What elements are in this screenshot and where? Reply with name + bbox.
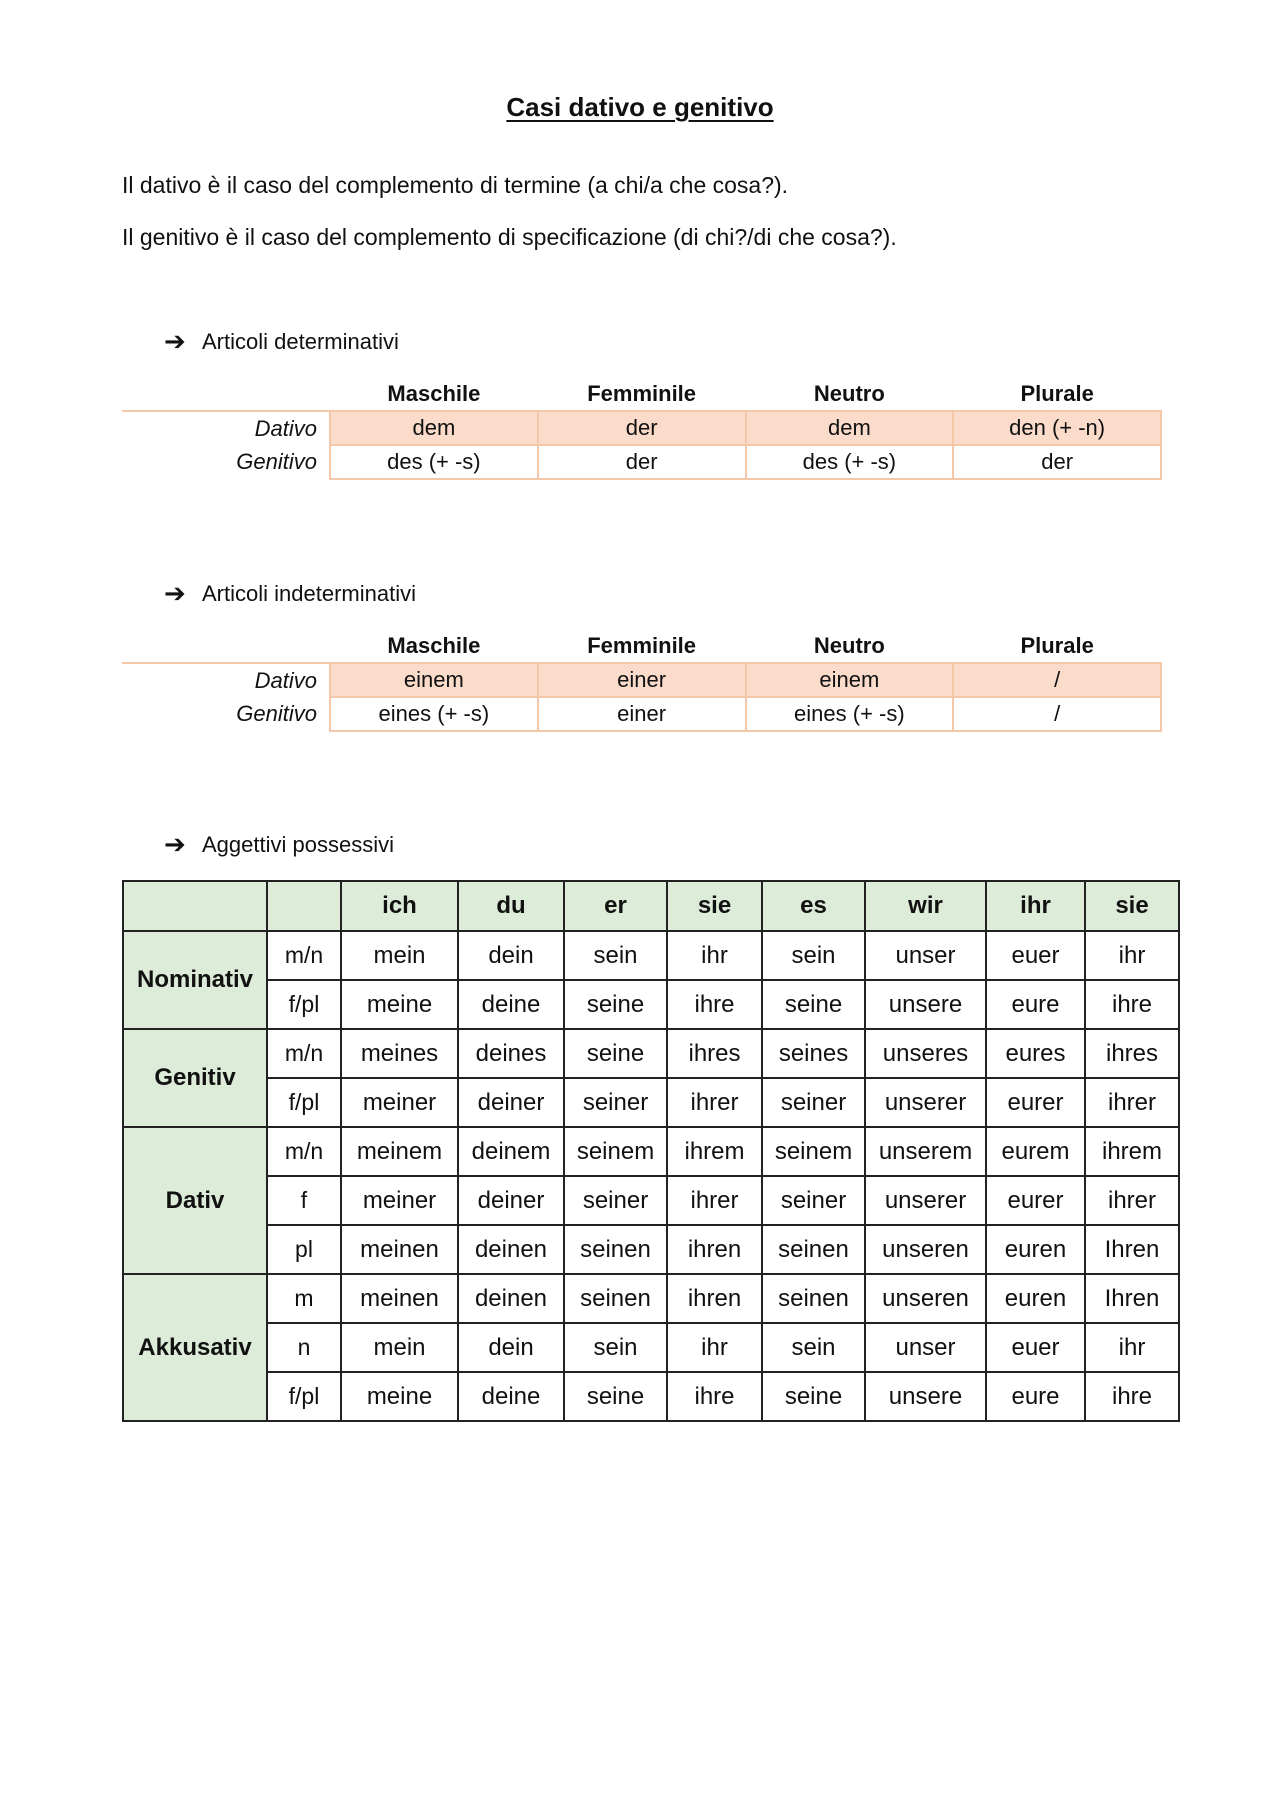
table-row <box>123 1127 1179 1176</box>
table-cell: dein <box>458 931 564 980</box>
table-header-row <box>123 881 1179 931</box>
table-cell: Ihren <box>1085 1274 1179 1323</box>
gender-label: f <box>267 1176 341 1225</box>
table-row <box>123 1029 1179 1078</box>
table-cell: einer <box>538 697 746 731</box>
table-cell: ihrer <box>1085 1176 1179 1225</box>
arrow-right-icon: ➔ <box>164 578 186 608</box>
table-cell: ihrer <box>667 1078 762 1127</box>
page-title: Casi dativo e genitivo <box>506 92 774 122</box>
table-cell: deines <box>458 1029 564 1078</box>
table-cell: ihren <box>667 1274 762 1323</box>
table-cell: meine <box>341 1372 458 1421</box>
column-header: Neutro <box>813 633 885 658</box>
table-cell: unseres <box>865 1029 986 1078</box>
column-header: Neutro <box>813 381 885 406</box>
table-cell: ihrer <box>1085 1078 1179 1127</box>
table-cell: deinem <box>458 1127 564 1176</box>
table-cell: einem <box>746 663 954 697</box>
table-cell: unserem <box>865 1127 986 1176</box>
gender-label: m <box>267 1274 341 1323</box>
gender-label: f/pl <box>267 1372 341 1421</box>
table-cell: eurer <box>986 1176 1085 1225</box>
table-cell: seinen <box>564 1274 667 1323</box>
row-label: Genitivo <box>236 449 317 474</box>
table-cell: des (+ -s) <box>746 445 954 479</box>
table-cell: seiner <box>564 1176 667 1225</box>
table-cell: / <box>953 697 1161 731</box>
section-heading-possessivi <box>164 829 394 860</box>
table-cell: seiner <box>564 1078 667 1127</box>
gender-label: f/pl <box>267 980 341 1029</box>
table-articoli-determinativi <box>122 378 1162 480</box>
table-cell: unsere <box>865 1372 986 1421</box>
header-corner <box>267 881 341 931</box>
table-cell: seines <box>762 1029 865 1078</box>
table-cell: ihre <box>667 980 762 1029</box>
section-label: Aggettivi possessivi <box>202 831 394 857</box>
table-cell: seinen <box>762 1274 865 1323</box>
table-cell: der <box>538 445 746 479</box>
table-cell: deine <box>458 980 564 1029</box>
table-cell: seinem <box>762 1127 865 1176</box>
table-row <box>122 411 1161 445</box>
table-row <box>123 1274 1179 1323</box>
table-cell: ihre <box>1085 980 1179 1029</box>
section-label: Articoli determinativi <box>202 328 399 354</box>
table-cell: den (+ -n) <box>953 411 1161 445</box>
table-cell: ihres <box>667 1029 762 1078</box>
table-cell: sein <box>762 931 865 980</box>
table-cell: ihre <box>667 1372 762 1421</box>
table-cell: deine <box>458 1372 564 1421</box>
column-header: Plurale <box>1020 381 1094 406</box>
table-cell: des (+ -s) <box>330 445 538 479</box>
table-cell: der <box>538 411 746 445</box>
table-row <box>122 445 1161 479</box>
table-cell: ihr <box>667 931 762 980</box>
header-corner <box>122 378 330 411</box>
table-cell: seinem <box>564 1127 667 1176</box>
table-cell: euren <box>986 1274 1085 1323</box>
column-header: Plurale <box>1020 633 1094 658</box>
table-cell: eines (+ -s) <box>746 697 954 731</box>
row-label: Dativo <box>122 663 330 697</box>
table-cell: euer <box>986 931 1085 980</box>
table-row <box>123 1225 1179 1274</box>
table-row <box>123 980 1179 1029</box>
table-cell: mein <box>341 1323 458 1372</box>
table-cell: unseren <box>865 1274 986 1323</box>
pronoun-header: sie <box>667 881 762 931</box>
table-cell: eure <box>986 980 1085 1029</box>
header-corner <box>122 630 330 663</box>
table-cell: unsere <box>865 980 986 1029</box>
table-cell: ihrem <box>667 1127 762 1176</box>
pronoun-header: ihr <box>986 881 1085 931</box>
table-cell: mein <box>341 931 458 980</box>
arrow-right-icon: ➔ <box>164 326 186 356</box>
table-row <box>123 1372 1179 1421</box>
table-cell: deinen <box>458 1225 564 1274</box>
gender-label: m/n <box>267 931 341 980</box>
table-cell: meiner <box>341 1176 458 1225</box>
table-cell: deiner <box>458 1176 564 1225</box>
table-cell: der <box>953 445 1161 479</box>
gender-label: pl <box>267 1225 341 1274</box>
pronoun-header: ich <box>341 881 458 931</box>
table-cell: sein <box>564 931 667 980</box>
table-cell: unseren <box>865 1225 986 1274</box>
header-corner <box>123 881 267 931</box>
table-cell: seine <box>564 1372 667 1421</box>
case-label: Dativ <box>123 1127 267 1274</box>
table-cell: meines <box>341 1029 458 1078</box>
table-cell: seine <box>762 980 865 1029</box>
case-label: Nominativ <box>123 931 267 1029</box>
gender-label: m/n <box>267 1029 341 1078</box>
arrow-right-icon: ➔ <box>164 829 186 859</box>
table-cell: ihr <box>1085 931 1179 980</box>
table-cell: eurem <box>986 1127 1085 1176</box>
pronoun-header: du <box>458 881 564 931</box>
table-cell: meiner <box>341 1078 458 1127</box>
table-cell: ihr <box>667 1323 762 1372</box>
table-aggettivi-possessivi <box>122 880 1180 1422</box>
table-cell: seiner <box>762 1078 865 1127</box>
table-cell: seinen <box>762 1225 865 1274</box>
section-heading-indeterminativi <box>164 578 416 609</box>
gender-label: f/pl <box>267 1078 341 1127</box>
table-cell: / <box>953 663 1161 697</box>
row-label: Dativo <box>122 411 330 445</box>
table-cell: ihren <box>667 1225 762 1274</box>
column-header: Maschile <box>387 381 481 406</box>
table-cell: meinen <box>341 1225 458 1274</box>
paragraph-dativo: Il dativo è il caso del complemento di termine (a chi/a che cosa?). <box>122 172 789 198</box>
table-row <box>123 1176 1179 1225</box>
table-cell: ihrem <box>1085 1127 1179 1176</box>
table-cell: euer <box>986 1323 1085 1372</box>
pronoun-header: er <box>564 881 667 931</box>
table-cell: unser <box>865 1323 986 1372</box>
column-header: Femminile <box>587 381 697 406</box>
row-label: Genitivo <box>236 701 317 726</box>
section-label: Articoli indeterminativi <box>202 580 416 606</box>
table-cell: dem <box>746 411 954 445</box>
table-cell: seinen <box>564 1225 667 1274</box>
section-heading-determinativi <box>164 326 399 357</box>
table-cell: dem <box>330 411 538 445</box>
table-cell: einem <box>330 663 538 697</box>
table-cell: seine <box>762 1372 865 1421</box>
table-cell: unserer <box>865 1078 986 1127</box>
table-cell: ihrer <box>667 1176 762 1225</box>
table-cell: eurer <box>986 1078 1085 1127</box>
pronoun-header: es <box>762 881 865 931</box>
table-cell: unserer <box>865 1176 986 1225</box>
table-cell: einer <box>538 663 746 697</box>
table-cell: dein <box>458 1323 564 1372</box>
column-header: Femminile <box>587 633 697 658</box>
table-row <box>123 931 1179 980</box>
paragraph-genitivo: Il genitivo è il caso del complemento di specificazione (di chi?/di che cosa?). <box>122 224 897 250</box>
gender-label: m/n <box>267 1127 341 1176</box>
table-row <box>123 1323 1179 1372</box>
case-label: Genitiv <box>123 1029 267 1127</box>
table-cell: unser <box>865 931 986 980</box>
table-cell: seine <box>564 980 667 1029</box>
pronoun-header: sie <box>1085 881 1179 931</box>
table-cell: seiner <box>762 1176 865 1225</box>
table-row <box>122 663 1161 697</box>
table-cell: meinem <box>341 1127 458 1176</box>
table-articoli-indeterminativi <box>122 630 1162 732</box>
table-cell: Ihren <box>1085 1225 1179 1274</box>
table-cell: meine <box>341 980 458 1029</box>
gender-label: n <box>267 1323 341 1372</box>
table-cell: eures <box>986 1029 1085 1078</box>
table-row <box>123 1078 1179 1127</box>
table-cell: sein <box>564 1323 667 1372</box>
table-cell: euren <box>986 1225 1085 1274</box>
table-cell: deiner <box>458 1078 564 1127</box>
case-label: Akkusativ <box>123 1274 267 1421</box>
pronoun-header: wir <box>865 881 986 931</box>
column-header: Maschile <box>387 633 481 658</box>
table-cell: deinen <box>458 1274 564 1323</box>
table-cell: meinen <box>341 1274 458 1323</box>
table-cell: seine <box>564 1029 667 1078</box>
table-cell: eure <box>986 1372 1085 1421</box>
table-cell: sein <box>762 1323 865 1372</box>
table-cell: ihr <box>1085 1323 1179 1372</box>
table-cell: ihre <box>1085 1372 1179 1421</box>
table-cell: eines (+ -s) <box>330 697 538 731</box>
table-cell: ihres <box>1085 1029 1179 1078</box>
table-row <box>122 697 1161 731</box>
